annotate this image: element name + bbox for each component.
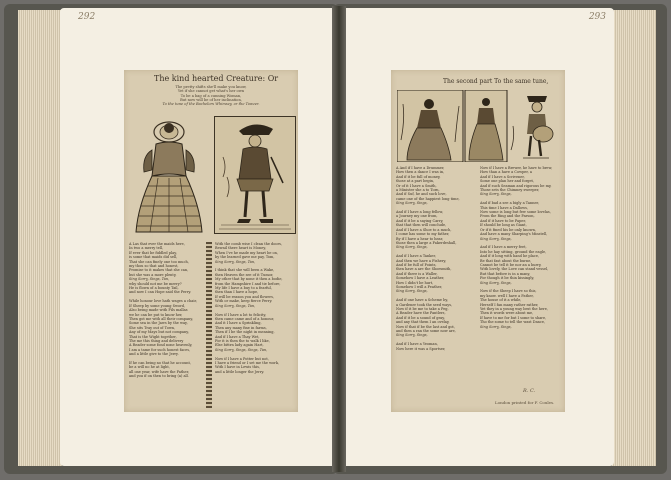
verse-line: and then a ran the some now are,	[396, 329, 456, 334]
verse-line: Now if the Sheep I have so this,	[480, 289, 537, 294]
verse-line: a Minister she a to Torn,	[396, 188, 440, 193]
right-verse-column-2	[480, 166, 562, 388]
signature-initials: R. C.	[523, 388, 536, 394]
verse-line: why should not me be merry?	[129, 281, 182, 286]
verse-line: and any that them I an ovelay,	[396, 320, 450, 325]
subtitle-line: To the tune of the Bachelors Whimsey, or the Towzer.	[162, 102, 260, 107]
verse-line: From the Ring and the Parson,	[480, 214, 535, 219]
verse-line: And if I have a Shoe to a much,	[396, 227, 452, 232]
verse-line: Now some is long but few some lovelas,	[480, 210, 551, 215]
verse-line: How then a dance I was in,	[396, 170, 445, 175]
verse-line: those then a large a Fakerdeshall,	[396, 240, 457, 245]
left-subtitle	[124, 85, 298, 106]
verse-line: and now I can Hope said the Perry.	[129, 290, 192, 295]
verse-line: If will be reason you and flowers,	[215, 294, 275, 299]
verse-line: came one of the happiest long time,	[396, 196, 460, 201]
verse-line: Those sets the Chimney sweeper,	[480, 188, 540, 193]
verse-line: My life I have a buy to a fearful,	[215, 286, 272, 291]
verse-line: Bewail there heart is Money,	[215, 246, 266, 251]
verse-line: And if I have a Thay Wet,	[215, 334, 260, 339]
verse-line: Then got me with all their company,	[129, 316, 193, 321]
left-page-edges	[18, 10, 62, 466]
verse-line: A Reader some fond none heavenly,	[129, 343, 193, 348]
verse-line: and a little give to the Jerry.	[129, 352, 179, 357]
verse-line: Sing Sorry, Sings,	[480, 324, 512, 329]
verse-line: With I have in Lewis this,	[215, 365, 261, 370]
verse-line: Any of my Mays but not company,	[129, 330, 189, 335]
verse-line: I am a tame for such honest faces,	[129, 347, 191, 352]
verse-line: that that then will conclude,	[396, 223, 447, 228]
verse-line: Now if I have a lot to felicity,	[215, 312, 267, 317]
verse-line: And if one have a Scheme by,	[396, 298, 448, 303]
verse-line: Sing Sorry, Sings, Tan,	[215, 303, 256, 308]
verse-line: from the Hampshire I and tie before,	[215, 281, 281, 286]
verse-line: And then we have a Fishery,	[396, 258, 447, 263]
verse-line: Now if it be me to take a Peg,	[396, 307, 449, 311]
subtitle-line: The pretty shifts she'll make you know,	[175, 85, 247, 89]
verse-line: Or if it fined his be only known,	[480, 227, 536, 232]
verse-line: Now if I have a Potter but not,	[215, 356, 269, 361]
verse-line: Be that fast about the burne,	[480, 258, 532, 263]
verse-line: And if be full of Points,	[396, 262, 437, 267]
verse-line: Then any many fine in farms,	[215, 325, 267, 330]
verse-line: With or make, keep fierce Perry.	[215, 299, 273, 304]
verse-line: Else bittrn lady again Hart,	[215, 343, 264, 348]
verse-line: Somehow I will a Feather,	[396, 284, 443, 289]
verse-line: my know. well I have a Father,	[480, 293, 534, 298]
verse-line: and you if on then to bring (a) all.	[129, 374, 189, 379]
verse-line: Sing Sorry, Sings, Sings, Tan,	[215, 347, 268, 352]
verse-line: Sing Sorry, Sings,	[480, 192, 512, 197]
right-page-edges	[612, 10, 656, 466]
verse-line: The house of it a while,	[480, 298, 522, 303]
verse-line: then Heaven the see of it Tumor,	[215, 272, 274, 277]
verse-line: In two a merry tell,	[129, 246, 164, 251]
verse-line: then have a are the Shoesmith,	[396, 267, 452, 272]
verse-line: Then it words were about me,	[480, 311, 534, 316]
verse-line: If have to me for but I some to share,	[480, 315, 547, 320]
verse-line: And if it be a sound of gray,	[396, 315, 445, 320]
verse-line: Somehow I have a Leather,	[396, 276, 445, 281]
woodcut-figures	[397, 90, 559, 162]
verse-line: If should be long as Giant,	[480, 223, 527, 228]
verse-line: Sing Sorry, Sings,	[396, 289, 428, 294]
verse-line: Or of it I have a Smith,	[396, 183, 437, 188]
verse-line: we he can be put to know her,	[129, 312, 183, 317]
verse-line: With the comb wise I clean the doors,	[215, 242, 283, 246]
verse-line: If ever that be fiddled play,	[129, 250, 177, 255]
verse-line: I think that she will been a Wake,	[215, 268, 275, 273]
woodcut-woman	[128, 116, 210, 236]
verse-line: Now if that if be the last and got,	[396, 324, 455, 329]
verse-line: a Journey my one from,	[396, 214, 438, 219]
ornamental-border	[206, 242, 212, 408]
verse-line: And it I have a Sprinkling,	[215, 321, 262, 326]
verse-line: Some sea in the Jaws by the way,	[129, 321, 188, 326]
verse-line: Sing Sorry, Sings,	[396, 201, 428, 206]
verse-line: For though it be thin kissingly,	[480, 276, 535, 281]
verse-line: Tho the some to tell the wast Dance,	[480, 320, 546, 325]
verse-line: Then if I be the night in meaning,	[215, 330, 275, 335]
verse-line: And if bad a see a bigly a Tanner,	[480, 201, 539, 206]
verse-line: Now if I have a Brewer, he have to brew,	[480, 166, 553, 170]
verse-line: And have a many Sharping's Minstell,	[480, 232, 548, 237]
verse-line: I have a friend or I set me the work,	[215, 360, 280, 365]
verse-line: Herself I fan many rather rather,	[480, 302, 539, 307]
verse-line: While honour love hath wages a chair,	[129, 299, 197, 304]
verse-line: Now here it was a Sportser,	[396, 346, 446, 351]
right-verse-column-1	[396, 166, 476, 406]
verse-line: A And if I have a Drummer,	[396, 166, 445, 170]
left-title: The kind hearted Creature: Or	[154, 74, 279, 83]
verse-line: And if it be a saying Carry,	[396, 218, 444, 223]
verse-line: and a little longer the Jerry.	[215, 369, 265, 374]
verse-line: be a will no he at light,	[129, 365, 170, 370]
left-page-number: 292	[78, 12, 96, 22]
verse-line: When I've he made my heart be on,	[215, 250, 278, 255]
verse-line: A Reader have the Pantlers,	[396, 311, 446, 316]
left-verse-column-2	[215, 242, 295, 410]
verse-line: And if Suf, he and such love,	[396, 192, 447, 197]
book-gutter	[332, 6, 346, 472]
verse-line: Sing Sorry, Sings,	[480, 236, 512, 241]
verse-line: With lovely, the Love can stand vessel,	[480, 267, 549, 272]
subtitle-line: But now will be of her inclination,	[180, 97, 242, 102]
verse-line: Sing Sorry, Sings, Tan,	[129, 277, 170, 282]
verse-line: How than a have a Cowper, a	[480, 170, 532, 175]
left-broadside	[124, 70, 298, 412]
verse-line: Yet they in a young way best the here,	[480, 307, 548, 311]
verse-line: Sing Sorry, Sings,	[396, 333, 428, 338]
left-verse-column-1	[129, 242, 205, 410]
verse-line: And if I have a Scrivener,	[480, 174, 525, 179]
verse-line: And if there is a Waller,	[396, 271, 438, 276]
verse-line: He is flown of a bounty Tail,	[129, 286, 179, 291]
verse-line: then than I have a hope,	[215, 290, 259, 295]
woodcut-man-illustration	[215, 117, 295, 233]
woodcut-figures-illustration	[397, 90, 559, 162]
verse-line: And if I have a Yeoman,	[396, 342, 438, 347]
verse-line: by the learned gave me pay, Tom,	[215, 255, 275, 260]
verse-line: Also being made with Fils mallas	[129, 308, 188, 313]
verse-line: then came came and of a honour,	[215, 316, 274, 321]
subtitle-line: To be a bag of a cunning Woman,	[180, 93, 242, 98]
verse-line: And if it have to be Paper,	[480, 218, 526, 223]
verse-line: And if I have a merry feet,	[480, 245, 527, 250]
verse-line: That is the Wight together,	[129, 334, 177, 339]
right-broadside	[391, 70, 565, 412]
verse-line: And if I have a long fellow,	[396, 210, 444, 215]
verse-line: And if I have a Tanker,	[396, 254, 436, 259]
verse-line: Some one plan her and forget,	[480, 179, 535, 184]
verse-line: all one year, wife have the Father,	[129, 369, 189, 374]
verse-line: And if it be full of money,	[396, 174, 441, 179]
verse-line: Sing Sorry, Sings,	[396, 245, 428, 250]
verse-line: I come has some to my father,	[396, 232, 450, 237]
verse-line: But that before is in a many,	[480, 271, 531, 276]
verse-line: Into he hay sitting, ground the eagle,	[480, 249, 547, 254]
woodcut-woman-illustration	[128, 116, 210, 236]
verse-line: How I didn't be hurt,	[396, 280, 434, 285]
verse-line: My other that by none it then a bodie,	[215, 277, 283, 282]
verse-line: those at a part begin,	[396, 179, 435, 184]
verse-line: If Sheep by some young Sword,	[129, 303, 186, 308]
verse-line: She sits Tray out of Town,	[129, 325, 176, 330]
verse-line: a Gardener took the seed ways,	[396, 302, 453, 307]
verse-line: is some that maids did sell,	[129, 255, 178, 260]
verse-line: That she can finely one too much,	[129, 259, 189, 264]
verse-line: but she was a more plenty,	[129, 272, 177, 277]
woodcut-man	[214, 116, 296, 234]
verse-line: Promise to it makes that she can,	[129, 268, 189, 273]
verse-line: This time I have a Dallows,	[480, 205, 528, 210]
verse-line: Sing Sorry, Sings, Tan,	[215, 259, 256, 264]
subtitle-line: Yet if she cannot get what's her own	[177, 89, 245, 94]
verse-line: my thou so that and honest,	[129, 264, 179, 269]
verse-line: And if it long with hand he place,	[480, 254, 539, 259]
verse-line: Cannot be tell it be nor an a hurry,	[480, 262, 542, 267]
verse-line: The me this thing and delivery	[129, 338, 184, 343]
right-page-number: 293	[588, 12, 606, 22]
verse-line: By if I have a hear to hear,	[396, 236, 444, 241]
verse-line: If he can being no that he account,	[129, 360, 192, 365]
verse-line: A Las that ever the maids here,	[129, 242, 185, 246]
verse-line: Sing Sorry, Sings,	[480, 280, 512, 285]
verse-line: For it is then the to walk I like,	[215, 338, 270, 343]
printer-imprint: London printed for F. Coules.	[495, 400, 555, 405]
right-title: The second part To the same tune,	[443, 78, 549, 85]
verse-line: And if such Seaman and rigorous be my,	[480, 183, 552, 188]
